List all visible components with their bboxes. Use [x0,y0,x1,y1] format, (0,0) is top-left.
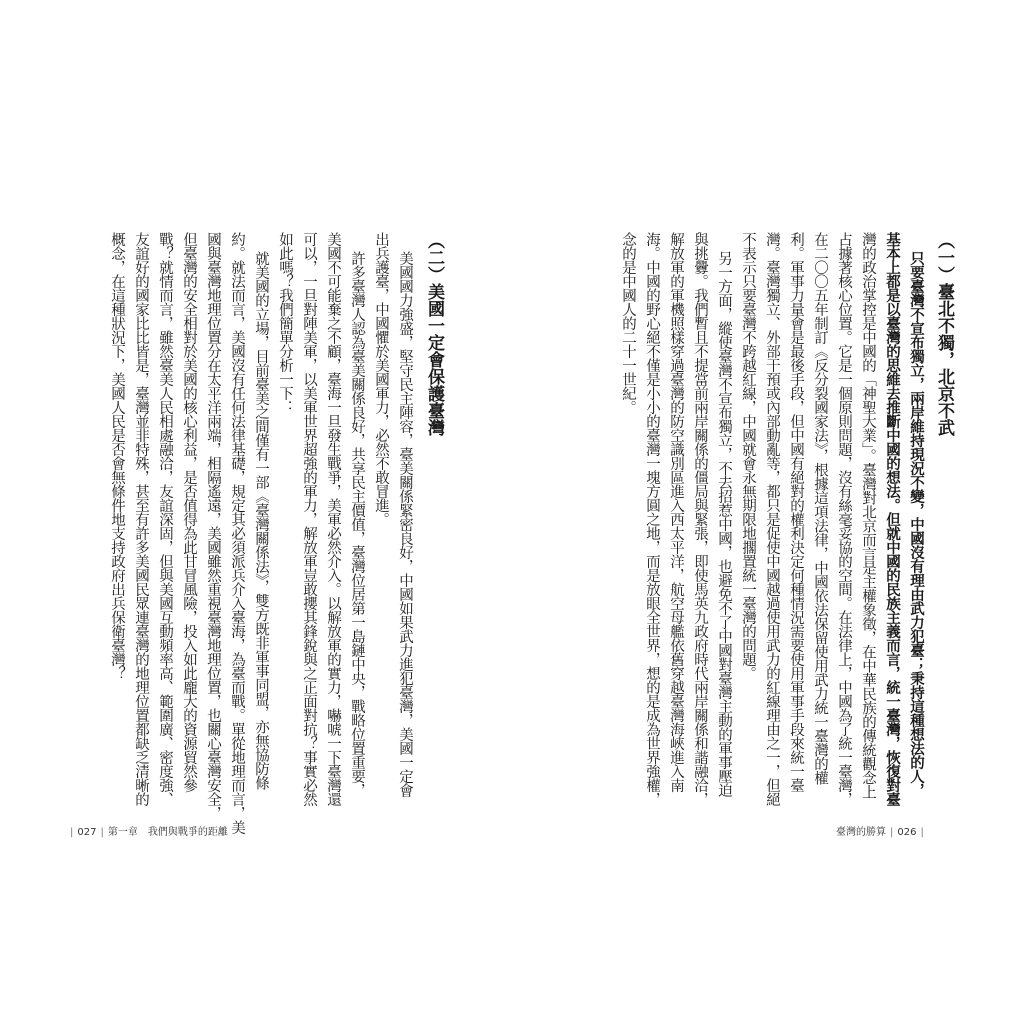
paragraph-column: 許多臺灣人認為臺美關係良好，共享民主價值，臺灣位居第一島鏈中央，戰略位置重要， [349,251,365,797]
paragraph-column: 出兵護臺，中國懼於美國軍力，必然不敢冒進。 [373,232,389,526]
paragraph-column: 可以，一旦對陣美軍，以美軍世界超強的軍力，解放軍豈敢攖其鋒銳與之正面對抗？事實必然 [301,232,317,806]
paragraph-column: 概念，在這種狀況下，美國人民是否會無條件地支持政府出兵保衛臺灣？ [109,232,125,680]
paragraph-column: 但臺灣的安全相對於美國的核心利益，是否值得為此甘冒風險，投入如此龐大的資源貿然參 [181,232,197,792]
page-footer-right: 臺灣的勝算 | 026 | [836,827,924,838]
paragraph-column: 戰？就情而言，雖然臺美人民相處融洽，友誼深固，但與美國互動頻率高、範圍廣、密度強、 [157,232,173,806]
paragraph-column: 利。軍事力量會是最後手段，但中國有絕對的權利決定何種情況需要使用軍事手段來統一臺 [788,232,804,792]
paragraph-column: 就美國的立場，目前臺美之間僅有一部《臺灣關係法》，雙方既非軍事同盟，亦無協防條 [253,251,269,790]
paragraph-column: 與挑釁。我們暫且不提當前兩岸關係的僵局與緊張，即使馬英九政府時代兩岸關係和諧融洽， [692,232,708,806]
section-heading-1: （一）臺北不獨，北京不武 [934,232,954,436]
paragraph-column: 美國國力強盛，堅守民主陣容，臺美關係緊密良好，中國如果武力進犯臺灣，美國一定會 [397,251,413,797]
paragraph-column: 在二〇〇五年制訂《反分裂國家法》，根據這項法律，中國依法保留使用武力統一臺灣的權 [812,232,828,785]
chapter-title: 第一章 我們與戰爭的距離 [107,827,228,838]
paragraph-column: 灣。臺灣獨立、外部干預或內部動亂等，都只是促使中國越過使用武力的紅線理由之一，但絕 [764,232,780,806]
paragraph-column: 灣的政治掌控是中國的「神聖大業」。臺灣對北京而言是主權象徵，在中華民族的傳統觀念上 [860,232,876,799]
paragraph-column: 占據著核心位置。它是一個原則問題，沒有絲毫妥協的空間。在法律上，中國為了統一臺灣， [836,232,852,806]
paragraph-column: 不表示只要臺灣不跨越紅線，中國就會永無期限地擱置統一臺灣的問題。 [740,232,756,680]
paragraph-column: 約。就法而言，美國沒有任何法律基礎，規定其必須派兵介入臺海，為臺而戰。單從地理而言，美 [229,232,245,834]
section-heading-2: （二）美國一定會保護臺灣 [424,232,444,436]
paragraph-column: 海。中國的野心絕不僅是小小的臺灣一塊方圓之地，而是放眼全世界，想的是成為世界強權， [644,232,660,806]
paragraph-column: 如此嗎？我們簡單分析一下： [277,232,293,414]
page-number: 026 [897,827,917,838]
paragraph-column: 美國不可能棄之不顧，臺海一旦發生戰爭，美軍必然介入。以解放軍的實力，嚇唬一下臺灣還 [325,232,341,806]
paragraph-column: 只要臺灣不宣布獨立，兩岸維持現況不變，中國沒有理由武力犯臺；秉持這種想法的人， [908,251,925,797]
paragraph-column: 友誼好的國家比比皆是，臺灣並非特殊，甚至有許多美國民眾連臺灣的地理位置都缺乏清晰的 [133,232,149,806]
book-title: 臺灣的勝算 [836,827,886,838]
page-number: 027 [77,827,97,838]
paragraph-column: 基本上都是以臺灣的思維去推斷中國的想法。但就中國的民族主義而言，統一臺灣，恢復對臺 [884,232,901,806]
paragraph-column: 念的是中國人的二十一世紀。 [620,232,636,414]
page-footer-left: | 027 | 第一章 我們與戰爭的距離 [70,827,228,838]
paragraph-column: 國與臺灣地理位置分在太平洋兩端，相隔遙遠，美國雖然重視臺灣地理位置，也關心臺灣安全， [205,232,221,820]
paragraph-column: 解放軍的軍機照樣穿過臺灣的防空識別區進入西太平洋，航空母艦依舊穿越臺灣海峽進入南 [668,232,684,792]
paragraph-column: 另一方面，縱使臺灣不宣布獨立，不去招惹中國，也避免不了中國對臺灣主動的軍事壓迫 [716,251,732,797]
